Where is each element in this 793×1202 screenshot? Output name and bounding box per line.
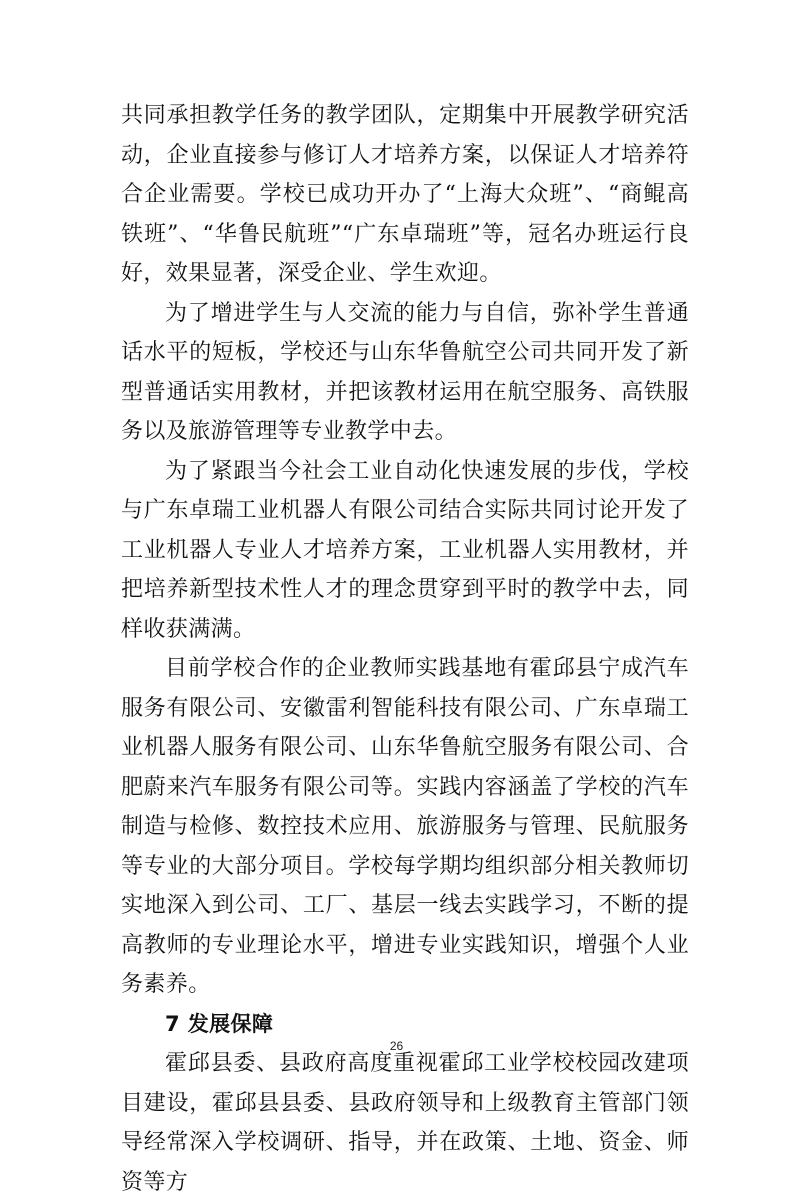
section-heading: 7 发展保障 [165,1011,274,1036]
document-body [121,96,689,1202]
page-number: 26 [389,1039,404,1053]
paragraph-industrial-robot: 为了紧跟当今社会工业自动化快速发展的步伐，学校与广东卓瑞工业机器人有限公司结合实际共同讨论开发了工业机器人专业人才培养方案，工业机器人实用教材，并把培养新型技术性人才的理念贯穿到平时的教学中去，同样收获满满。 [121,458,689,642]
paragraph-development-support: 霍邱县委、县政府高度重视霍邱工业学校校园改建项目建设，霍邱县县委、县政府领导和上级教育主管部门领导经常深入学校调研、指导，并在政策、土地、资金、师资等方 [121,1051,689,1195]
paragraph-practice-bases: 目前学校合作的企业教师实践基地有霍邱县宁成汽车服务有限公司、安徽雷利智能科技有限公司、广东卓瑞工业机器人服务有限公司、山东华鲁航空服务有限公司、合肥蔚来汽车服务有限公司等。实践内容涵盖了学校的汽车制造与检修、数控技术应用、旅游服务与管理、民航服务等专业的大部分项目。学校每学期均组织部分相关教师切实地深入到公司、工厂、基层一线去实践学习，不断的提高教师的专业理论水平，增进专业实践知识，增强个人业务素养。 [121,656,689,997]
paragraph-mandarin-textbook: 为了增进学生与人交流的能力与自信，弥补学生普通话水平的短板，学校还与山东华鲁航空公司共同开发了新型普通话实用教材，并把该教材运用在航空服务、高铁服务以及旅游管理等专业教学中去。 [121,300,689,444]
paragraph-teaching-team: 共同承担教学任务的教学团队，定期集中开展教学研究活动，企业直接参与修订人才培养方案，以保证人才培养符合企业需要。学校已成功开办了“上海大众班”、“商鲲高铁班”、“华鲁民航班”“广东卓瑞班”等，冠名办班运行良好，效果显著，深受企业、学生欢迎。 [121,103,689,286]
